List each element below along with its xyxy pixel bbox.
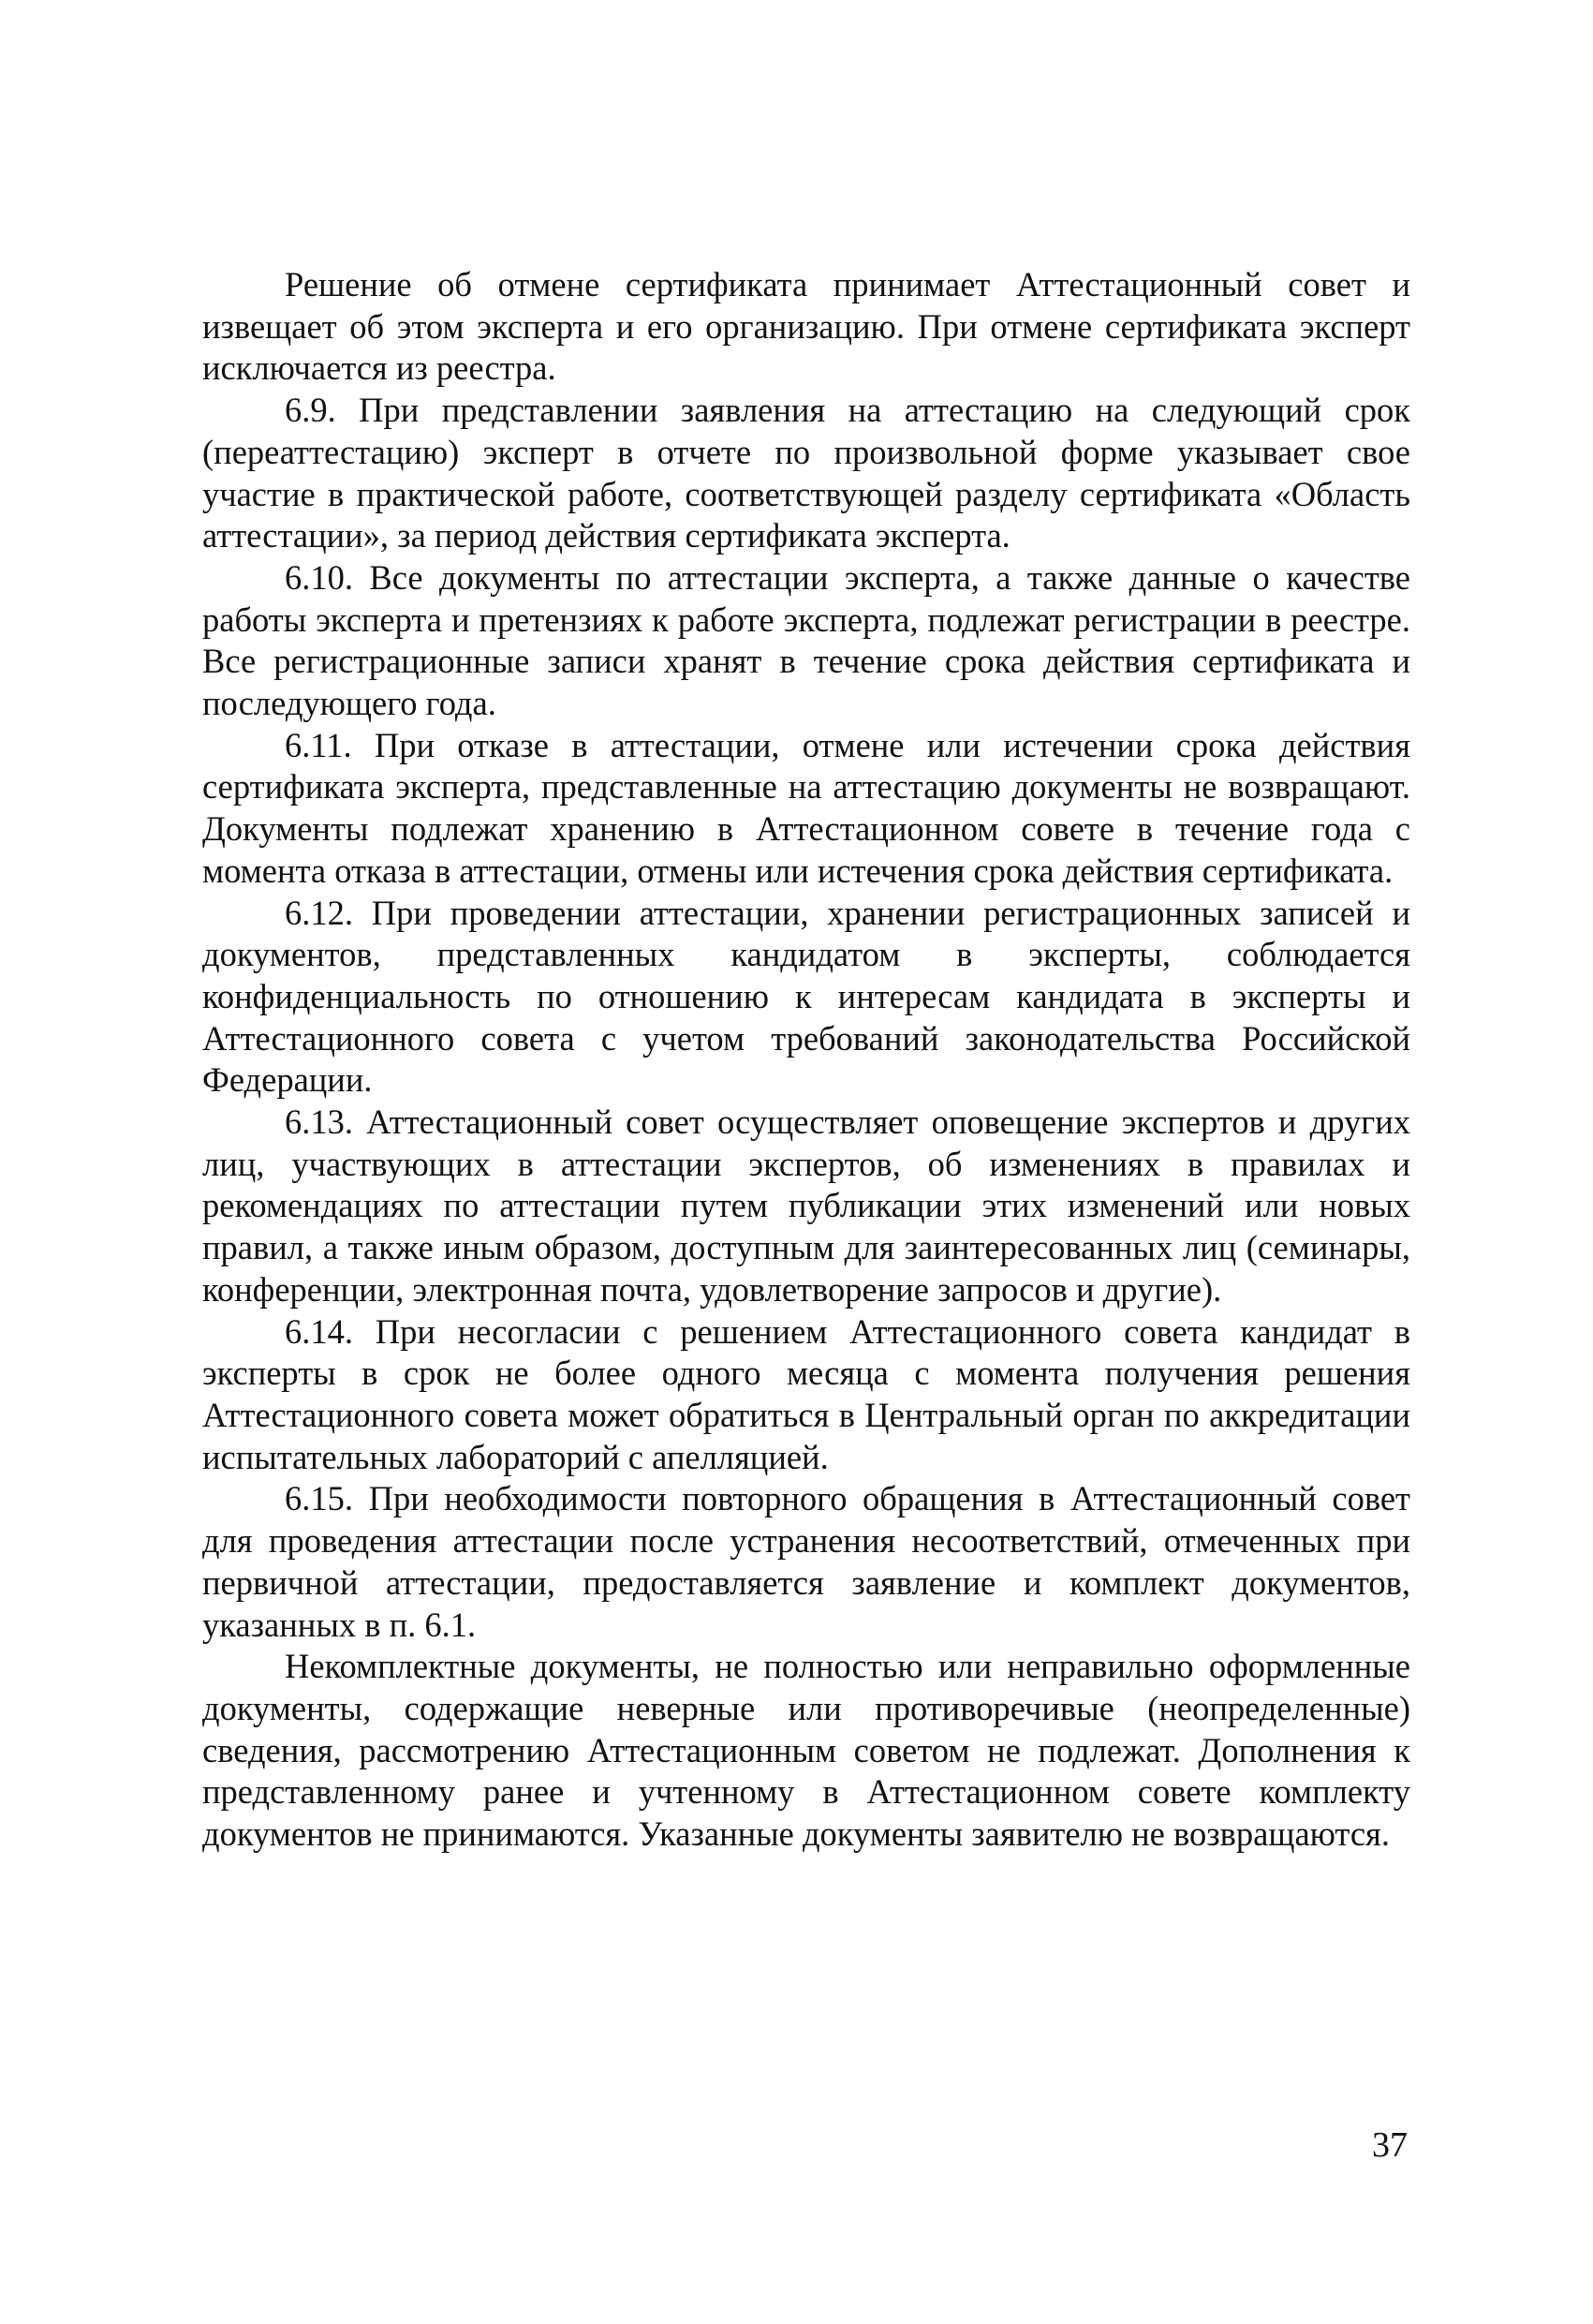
paragraph-6-10: 6.10. Все документы по аттестации эксперта, а также данные о качестве работы эксперта и претензиях к работе эксперта, подлежат регистрации в реестре. Все регистрационные записи хранят в течение срока действия сертификата и последующего года.: [202, 557, 1410, 723]
paragraph-6-9: 6.9. При представлении заявления на аттестацию на следующий срок (переаттестацию) эксперт в отчете по произвольной форме указывает свое участие в практической работе, соответствующей разделу сертификата «Область аттестации», за период действия сертификата эксперта.: [202, 391, 1410, 555]
paragraph-incomplete-documents: Некомплектные документы, не полностью или неправильно оформленные документы, содержащие неверные или противоречивые (неопределенные) сведения, рассмотрению Аттестационным советом не подлежат. Дополнения к представленному ранее и учтенному в Аттестационном совете комплекту документов не принимаются. Указанные документы заявителю не возвращаются.: [202, 1647, 1410, 1854]
page-number: 37: [1372, 2125, 1408, 2165]
paragraph-certificate-cancellation: Решение об отмене сертификата принимает Аттестационный совет и извещает об этом эксперта и его организацию. При отмене сертификата эксперт исключается из реестра.: [202, 265, 1410, 388]
body-text: [202, 264, 1410, 1856]
paragraph-6-15: 6.15. При необходимости повторного обращения в Аттестационный совет для проведения аттестации после устранения несоответствий, отмеченных при первичной аттестации, предоставляется заявление и комплект документов, указанных в п. 6.1.: [202, 1479, 1410, 1644]
paragraph-6-14: 6.14. При несогласии с решением Аттестационного совета кандидат в эксперты в срок не более одного месяца с момента получения решения Аттестационного совета может обратиться в Центральный орган по аккредитации испытательных лабораторий с апелляцией.: [202, 1311, 1410, 1476]
paragraph-6-11: 6.11. При отказе в аттестации, отмене или истечении срока действия сертификата эксперта, представленные на аттестацию документы не возвращают. Документы подлежат хранению в Аттестационном совете в течение года с момента отказа в аттестации, отмены или истечения срока действия сертификата.: [202, 725, 1410, 890]
paragraph-6-13: 6.13. Аттестационный совет осуществляет оповещение экспертов и других лиц, участвующих в аттестации экспертов, об изменениях в правилах и рекомендациях по аттестации путем публикации этих изменений или новых правил, а также иным образом, доступным для заинтересованных лиц (семинары, конференции, электронная почта, удовлетворение запросов и другие).: [202, 1103, 1410, 1309]
paragraph-6-12: 6.12. При проведении аттестации, хранении регистрационных записей и документов, представленных кандидатом в эксперты, соблюдается конфиденциальность по отношению к интересам кандидата в эксперты и Аттестационного совета с учетом требований законодательства Российской Федерации.: [202, 893, 1410, 1100]
